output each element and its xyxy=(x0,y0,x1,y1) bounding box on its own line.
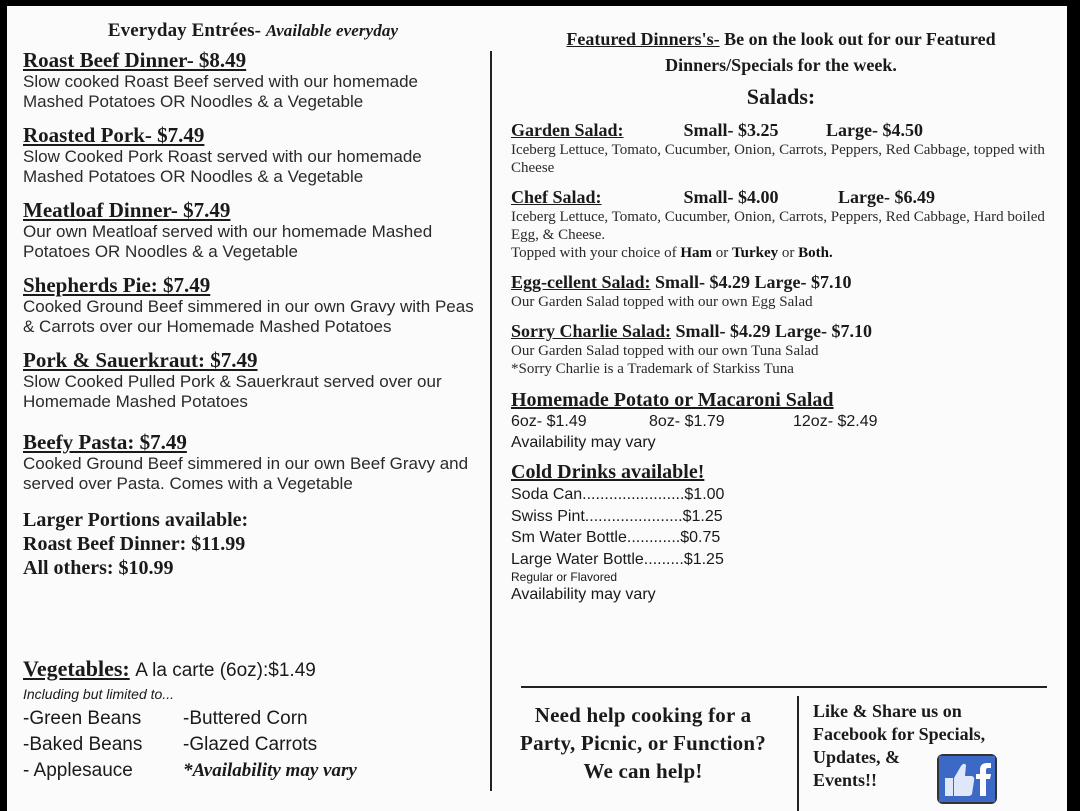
potato-size-price: 12oz- $2.49 xyxy=(793,413,878,430)
entree-description: Slow Cooked Pulled Pork & Sauerkraut served over our Homemade Mashed Potatoes xyxy=(23,372,442,411)
catering-help-line: Party, Picnic, or Function? xyxy=(520,731,766,755)
drink-item: Sm Water Bottle............$0.75 xyxy=(511,529,721,546)
salad-trademark-note: *Sorry Charlie is a Trademark of Starkiss Tuna xyxy=(511,361,794,377)
salad-name: Sorry Charlie Salad: xyxy=(511,321,671,341)
left-column xyxy=(23,18,483,580)
social-line: Like & Share us on xyxy=(813,701,962,721)
salad-small-price: Small- $4.29 xyxy=(675,321,771,341)
vegetables-list xyxy=(23,708,483,782)
salad-item xyxy=(511,120,1051,177)
menu-page xyxy=(7,6,1067,811)
salad-large-price: Large- $6.49 xyxy=(838,187,935,207)
salad-name: Garden Salad: xyxy=(511,120,624,140)
potato-salad-availability: Availability may vary xyxy=(511,434,656,451)
salad-description: Our Garden Salad topped with our own Egg Salad xyxy=(511,294,813,310)
featured-dinners xyxy=(511,26,1051,78)
potato-salad-title: Homemade Potato or Macaroni Salad xyxy=(511,389,834,411)
entree-name: Roast Beef Dinner- $8.49 xyxy=(23,48,247,72)
salad-small-price: Small- $3.25 xyxy=(683,120,779,140)
salad-small-price: Small- $4.00 xyxy=(683,187,779,207)
salad-name: Egg-cellent Salad: xyxy=(511,272,651,292)
vegetables-heading: Vegetables: xyxy=(23,656,130,681)
vegetables-note: Including but limited to... xyxy=(23,686,174,702)
salad-large-price: Large- $7.10 xyxy=(775,321,872,341)
entree-item xyxy=(23,123,483,187)
right-column xyxy=(511,26,1051,606)
entree-name: Roasted Pork- $7.49 xyxy=(23,123,205,147)
vegetable-item: - Applesauce xyxy=(23,760,133,781)
entree-item xyxy=(23,348,483,412)
entree-name: Beefy Pasta: $7.49 xyxy=(23,430,187,454)
social-line: Events!! xyxy=(813,770,877,790)
entree-item xyxy=(23,48,483,112)
facebook-icon[interactable] xyxy=(937,754,997,804)
drink-item: Soda Can.......................$1.00 xyxy=(511,486,725,503)
larger-portions-roast-beef: Roast Beef Dinner: $11.99 xyxy=(23,533,246,555)
catering-help-line: We can help! xyxy=(583,759,703,783)
drink-item: Swiss Pint......................$1.25 xyxy=(511,507,723,525)
drinks-availability: Availability may vary xyxy=(511,586,656,603)
potato-size-price: 8oz- $1.79 xyxy=(649,413,725,430)
drink-item: Large Water Bottle.........$1.25 xyxy=(511,550,724,568)
vegetables-availability: *Availability may vary xyxy=(183,760,357,781)
entree-description: Slow cooked Roast Beef served with our homemade Mashed Potatoes OR Noodles & a Vegetable xyxy=(23,72,418,111)
entree-description: Cooked Ground Beef simmered in our own Beef Gravy and served over Pasta. Comes with a Vegetable xyxy=(23,454,469,493)
larger-portions-others: All others: $10.99 xyxy=(23,557,174,579)
salad-name: Chef Salad: xyxy=(511,187,602,207)
entree-description: Cooked Ground Beef simmered in our own Gravy with Peas & Carrots over our Homemade Mashed Potatoes xyxy=(23,297,474,336)
salad-description: Our Garden Salad topped with our own Tuna Salad xyxy=(511,343,819,359)
featured-dinners-label: Featured Dinners's- xyxy=(566,29,720,49)
potato-size-price: 6oz- $1.49 xyxy=(511,413,587,430)
entree-item xyxy=(23,273,483,337)
entree-name: Meatloaf Dinner- $7.49 xyxy=(23,198,231,222)
salad-item xyxy=(511,272,1051,311)
social-line: Facebook for Specials, xyxy=(813,724,986,744)
catering-help xyxy=(491,701,795,785)
social-line: Updates, & xyxy=(813,747,901,767)
vegetable-item: -Green Beans xyxy=(23,708,142,729)
column-divider xyxy=(490,51,492,791)
larger-portions-label: Larger Portions available: xyxy=(23,509,249,531)
vegetable-item: -Buttered Corn xyxy=(183,708,308,729)
everyday-entrees-header xyxy=(23,20,483,42)
salad-item xyxy=(511,187,1051,262)
salad-small-price: Small- $4.29 xyxy=(655,272,751,292)
cold-drinks-title: Cold Drinks available! xyxy=(511,461,705,483)
entree-item xyxy=(23,430,483,494)
vegetables-header xyxy=(23,656,483,684)
facebook-thumbs-up-icon xyxy=(939,756,995,802)
bottom-divider xyxy=(521,686,1047,688)
vegetable-item: -Glazed Carrots xyxy=(183,734,318,755)
featured-dinners-text: Be on the look out for our Featured Dinners/Specials for the week. xyxy=(665,29,996,75)
entree-item xyxy=(23,198,483,262)
water-flavor-note: Regular or Flavored xyxy=(511,570,618,584)
entree-description: Our own Meatloaf served with our homemade Mashed Potatoes OR Noodles & a Vegetable xyxy=(23,222,433,261)
larger-portions xyxy=(23,508,483,580)
salad-large-price: Large- $4.50 xyxy=(826,120,923,140)
everyday-entrees-title: Everyday Entrées- xyxy=(107,20,262,41)
entree-description: Slow Cooked Pork Roast served with our homemade Mashed Potatoes OR Noodles & a Vegetable xyxy=(23,147,422,186)
vegetables-section xyxy=(23,656,483,782)
everyday-entrees-subtitle: Available everyday xyxy=(265,21,399,40)
salad-description: Iceberg Lettuce, Tomato, Cucumber, Onion, Carrots, Peppers, Red Cabbage, Hard boiled Egg, & Cheese. xyxy=(511,209,1045,243)
entree-name: Pork & Sauerkraut: $7.49 xyxy=(23,348,258,372)
salad-topping-options: Topped with your choice of Ham or Turkey or Both. xyxy=(511,245,833,261)
salads-title: Salads: xyxy=(746,84,816,109)
catering-help-line: Need help cooking for a xyxy=(534,703,752,727)
vegetables-price: A la carte (6oz):$1.49 xyxy=(135,660,316,681)
entree-name: Shepherds Pie: $7.49 xyxy=(23,273,211,297)
vegetable-item: -Baked Beans xyxy=(23,734,143,755)
salad-item xyxy=(511,321,1051,378)
potato-salad-sizes xyxy=(511,412,1051,432)
salad-description: Iceberg Lettuce, Tomato, Cucumber, Onion, Carrots, Peppers, Red Cabbage, topped with Cheese xyxy=(511,142,1045,176)
salad-large-price: Large- $7.10 xyxy=(754,272,852,292)
bottom-column-divider xyxy=(797,696,799,811)
